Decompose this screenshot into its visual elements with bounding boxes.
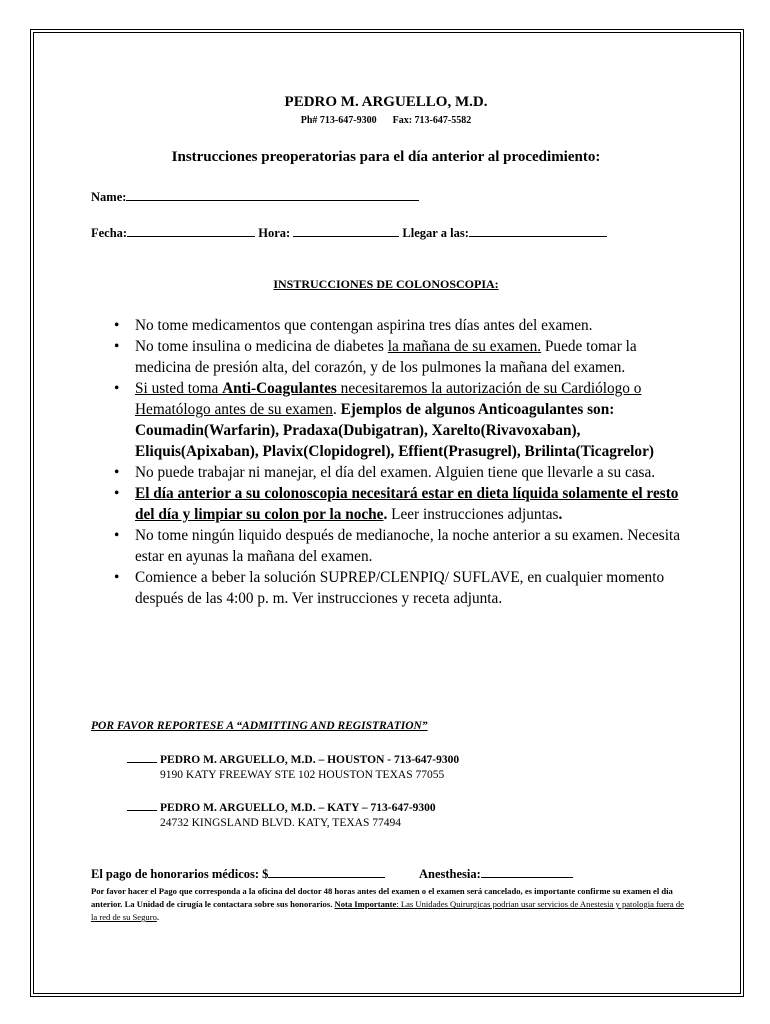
instruction-text: Leer instrucciones adjuntas (387, 506, 559, 523)
location-houston (127, 751, 459, 783)
checkbox-blank (127, 751, 157, 763)
anesthesia-label: Anesthesia: (419, 867, 481, 881)
bullet-icon: • (114, 380, 120, 397)
instruction-emphasis: Anti-Coagulantes (222, 380, 337, 397)
section-heading: INSTRUCCIONES DE COLONOSCOPIA: (273, 277, 499, 291)
hora-blank (293, 224, 399, 237)
fee-label: El pago de honorarios médicos: $ (91, 867, 269, 881)
bullet-icon: • (114, 464, 120, 481)
nota-text: : Las Unidades Quirurgicas podrian usar servicios de Anestesia y patologia fuera de la red de su Seguro (91, 899, 684, 922)
bullet-icon: • (114, 569, 120, 586)
list-item (114, 378, 691, 462)
anticoagulant-examples: Ejemplos de algunos Anticoagulantes son: Coumadin(Warfarin), Pradaxa(Dubigatran), Xarelto(Rivavoxaban), Eliquis(Apixaban), Plavix(Clopidogrel), Effient(Prasugrel), Brilinta(Ticagrelor) (135, 401, 654, 460)
instruction-text: No tome insulina o medicina de diabetes (135, 338, 388, 355)
nota-label: Nota Importante (334, 899, 397, 909)
bullet-icon: • (114, 338, 120, 355)
location-title: PEDRO M. ARGUELLO, M.D. – HOUSTON - 713-647-9300 (160, 754, 460, 766)
instruction-emphasis: la mañana de su examen. (387, 338, 542, 355)
fees-row (91, 866, 573, 882)
contact-line (91, 115, 681, 126)
instruction-text: No tome medicamentos que contengan aspirina tres días antes del examen. (135, 317, 593, 334)
location-katy (127, 799, 436, 831)
list-item (114, 483, 691, 525)
doctor-name: PEDRO M. ARGUELLO, M.D. (284, 94, 488, 110)
phone-number: Ph# 713-647-9300 (300, 115, 377, 126)
instruction-text: necesitaremos la autorización de su Cardiólogo o Hematólogo antes de su examen (135, 380, 642, 418)
notice-text: Por favor hacer el Pago que corresponda a la oficina del doctor 48 horas antes del examen o el examen será cancelado, es importante confirme su examen el día anterior. La Unidad de cirugía le contactara sobre sus honorarios. (91, 886, 673, 909)
schedule-row (91, 224, 607, 241)
payment-notice (91, 885, 691, 924)
instruction-text: . (383, 506, 388, 523)
page-title: Instrucciones preoperatorias para el día anterior al procedimiento: (171, 149, 601, 165)
fee-blank (268, 866, 385, 878)
llegar-label: Llegar a las: (402, 226, 469, 240)
name-row (91, 188, 419, 205)
fax-number: Fax: 713-647-5582 (392, 115, 472, 126)
instructions-list (91, 315, 691, 609)
name-blank (126, 188, 419, 201)
bullet-icon: • (114, 317, 120, 334)
list-item (114, 462, 691, 483)
instruction-text: . (558, 506, 563, 523)
hora-label: Hora: (258, 226, 291, 240)
report-heading: POR FAVOR REPORTESE A “ADMITTING AND REGISTRATION” (91, 720, 428, 732)
location-address: 9190 KATY FREEWAY STE 102 HOUSTON TEXAS 77055 (160, 769, 445, 781)
list-item (114, 567, 691, 609)
instruction-text: No puede trabajar ni manejar, el día del examen. Alguien tiene que llevarle a su casa. (135, 464, 656, 481)
name-label: Name: (91, 190, 127, 204)
list-item (114, 315, 691, 336)
bullet-icon: • (114, 485, 120, 502)
list-item (114, 336, 691, 378)
anesthesia-blank (481, 866, 573, 878)
list-item (114, 525, 691, 567)
instruction-emphasis: El día anterior a su colonoscopia necesitará estar en dieta líquida solamente el resto del día y limpiar su colon por la noche (135, 485, 679, 523)
location-title: PEDRO M. ARGUELLO, M.D. – KATY – 713-647-9300 (160, 802, 436, 814)
notice-end: . (156, 912, 160, 922)
instruction-text: Comience a beber la solución SUPREP/CLENPIQ/ SUFLAVE, en cualquier momento después de las 4:00 p. m. Ver instrucciones y receta adjunta. (135, 569, 665, 607)
instruction-text: . (332, 401, 341, 418)
instruction-text: No tome ningún liquido después de medianoche, la noche anterior a su examen. Necesita estar en ayunas la mañana del examen. (135, 527, 680, 565)
fecha-blank (127, 224, 255, 237)
instruction-text: Puede tomar la medicina de presión alta, del corazón, y de los pulmones la mañana del examen. (135, 338, 637, 376)
llegar-blank (469, 224, 607, 237)
checkbox-blank (127, 799, 157, 811)
instruction-text: Si usted toma (135, 380, 223, 397)
bullet-icon: • (114, 527, 120, 544)
fecha-label: Fecha: (91, 226, 128, 240)
location-address: 24732 KINGSLAND BLVD. KATY, TEXAS 77494 (160, 817, 401, 829)
